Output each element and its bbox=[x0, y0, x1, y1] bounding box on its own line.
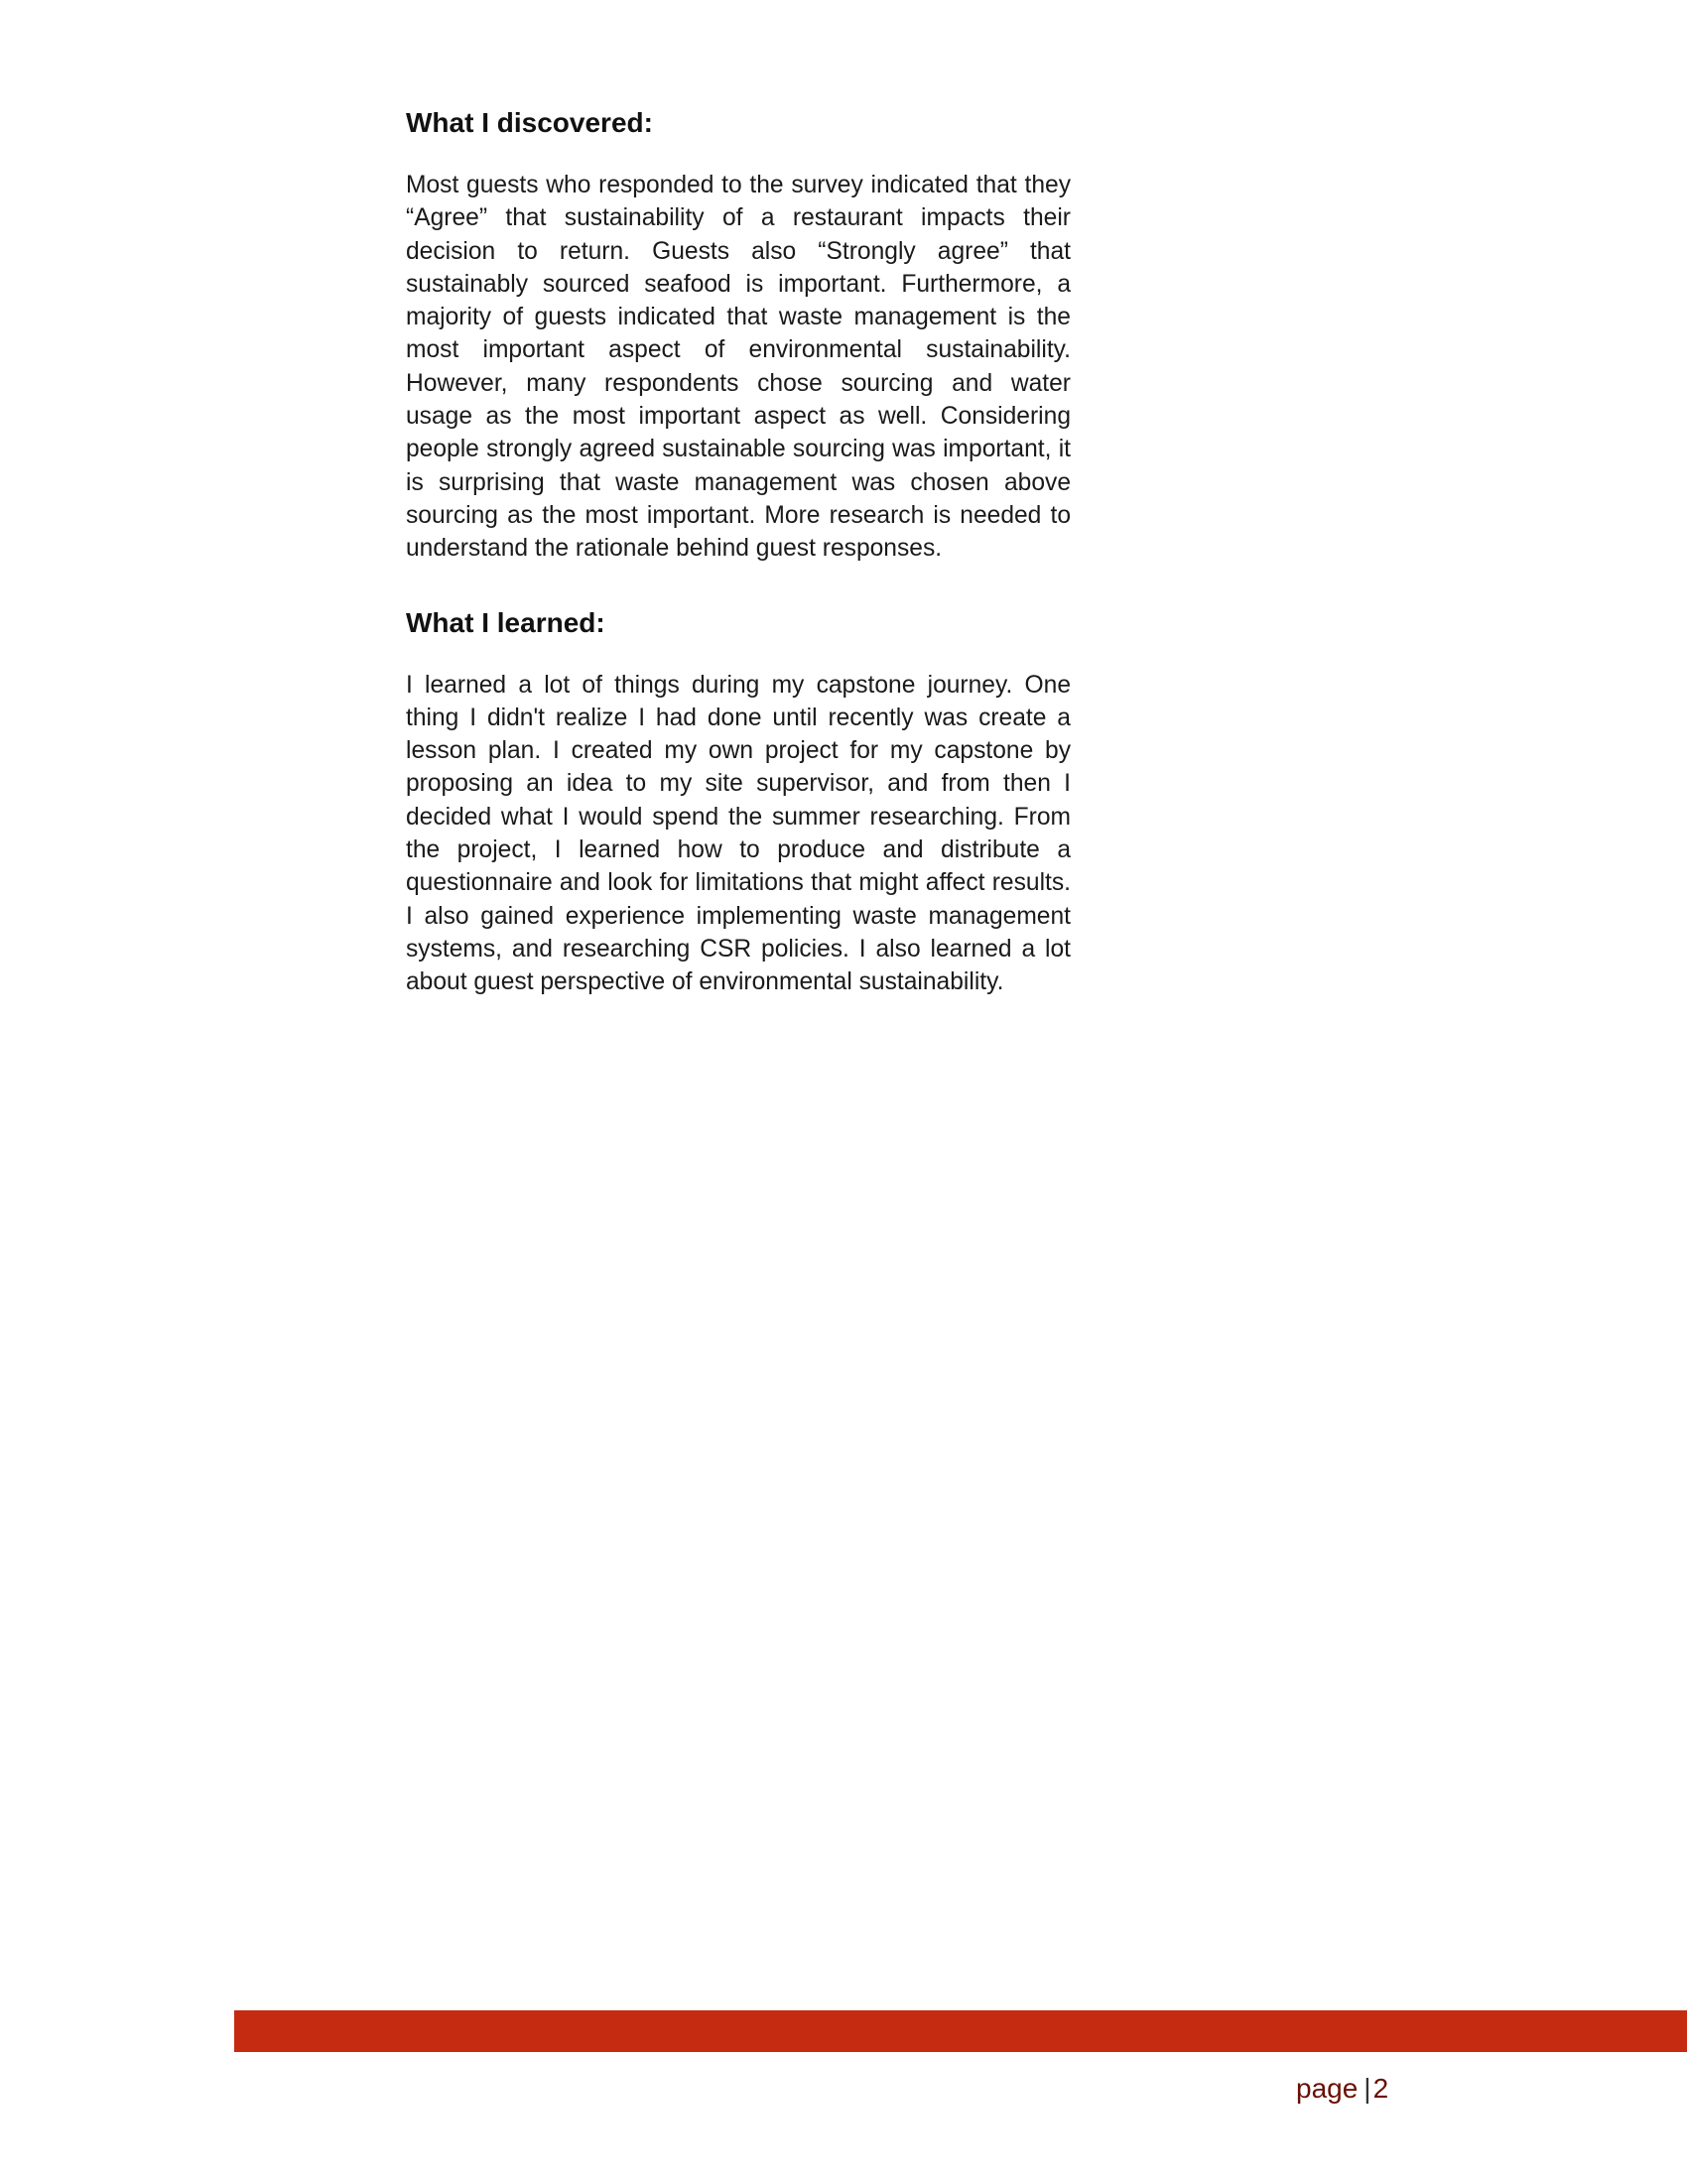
section-paragraph-learned: I learned a lot of things during my capstone journey. One thing I didn't realize I had done until recently was create a lesson plan. I created my own project for my capstone by proposing an idea to my site supervisor, and from then I decided what I would spend the summer researching. From the project, I learned how to produce and distribute a questionnaire and look for limitations that might affect results. I also gained experience implementing waste management systems, and researching CSR policies. I also learned a lot about guest perspective of environmental sustainability. bbox=[406, 671, 1071, 996]
page-separator: | bbox=[1363, 2073, 1371, 2104]
section-heading-discovered: What I discovered: bbox=[406, 107, 653, 138]
document-body bbox=[406, 103, 1071, 999]
section-heading-learned: What I learned: bbox=[406, 606, 605, 638]
section-discovered bbox=[406, 103, 1071, 566]
page-number: 2 bbox=[1372, 2073, 1389, 2104]
section-paragraph-discovered: Most guests who responded to the survey indicated that they “Agree” that sustainability of a restaurant impacts their decision to return. Guests also “Strongly agree” that sustainably sourced seafood is important. Furthermore, a majority of guests indicated that waste management is the most important aspect of environmental sustainability. However, many respondents chose sourcing and water usage as the most important aspect as well. Considering people strongly agreed sustainable sourcing was important, it is surprising that waste management was chosen above sourcing as the most important. More research is needed to understand the rationale behind guest responses. bbox=[406, 172, 1071, 563]
footer-accent-bar bbox=[234, 2010, 1687, 2052]
section-learned bbox=[406, 603, 1071, 999]
page-label: page bbox=[1296, 2073, 1359, 2104]
page-number-footer bbox=[1296, 2071, 1388, 2107]
